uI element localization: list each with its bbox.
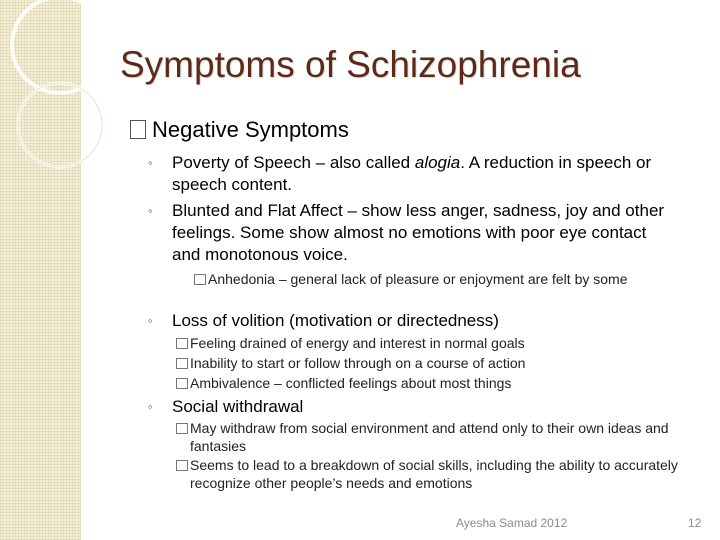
bullet-loss-of-volition	[148, 310, 678, 332]
decorative-circles	[0, 0, 150, 220]
bullet-negative-symptoms	[130, 117, 349, 143]
square-bullet-icon	[194, 274, 206, 285]
sub-bullet-anhedonia	[194, 270, 684, 288]
square-bullet-icon	[176, 460, 188, 471]
circle-bullet-icon: ◦	[148, 203, 153, 218]
sub-bullet-breakdown	[176, 456, 696, 492]
square-bullet-icon	[130, 120, 146, 139]
sub-bullet-text: Anhedonia – general lack of pleasure or enjoyment are felt by some	[208, 271, 628, 287]
square-bullet-icon	[176, 358, 188, 369]
sub-bullet-inability	[176, 354, 696, 372]
bullet-social-withdrawal	[148, 396, 678, 418]
sub-bullet-text: Ambivalence – conflicted feelings about most things	[190, 375, 512, 391]
bullet-text: Social withdrawal	[172, 397, 304, 416]
sub-bullet-text: Seems to lead to a breakdown of social skills, including the ability to accurately recognize other people’s needs and emotions	[190, 457, 678, 491]
level1-text: Negative Symptoms	[152, 117, 349, 142]
sub-bullet-ambivalence	[176, 374, 696, 392]
sub-bullet-text: Inability to start or follow through on a course of action	[190, 355, 526, 371]
footer-author: Ayesha Samad 2012	[456, 516, 568, 530]
square-bullet-icon	[176, 338, 188, 349]
sub-bullet-feeling-drained	[176, 334, 696, 352]
square-bullet-icon	[176, 423, 188, 434]
circle-bullet-icon: ◦	[148, 155, 153, 170]
square-bullet-icon	[176, 378, 188, 389]
bullet-poverty-of-speech	[148, 152, 678, 196]
sub-bullet-text: May withdraw from social environment and attend only to their own ideas and fantasies	[190, 420, 669, 454]
sub-bullet-text: Feeling drained of energy and interest in normal goals	[190, 335, 525, 351]
page-number: 12	[688, 516, 702, 530]
bullet-text: Blunted and Flat Affect – show less anger, sadness, joy and other feelings. Some show almost no emotions with poor eye contact and monotonous voice.	[172, 201, 665, 264]
circle-bullet-icon: ◦	[148, 313, 153, 328]
sub-bullet-may-withdraw	[176, 419, 696, 455]
circle-bullet-icon: ◦	[148, 399, 153, 414]
bullet-text: Loss of volition (motivation or directedness)	[172, 311, 499, 330]
slide-title: Symptoms of Schizophrenia	[120, 44, 581, 85]
bullet-blunted-affect	[148, 200, 678, 266]
bullet-text: Poverty of Speech – also called alogia. A reduction in speech or speech content.	[172, 153, 652, 194]
